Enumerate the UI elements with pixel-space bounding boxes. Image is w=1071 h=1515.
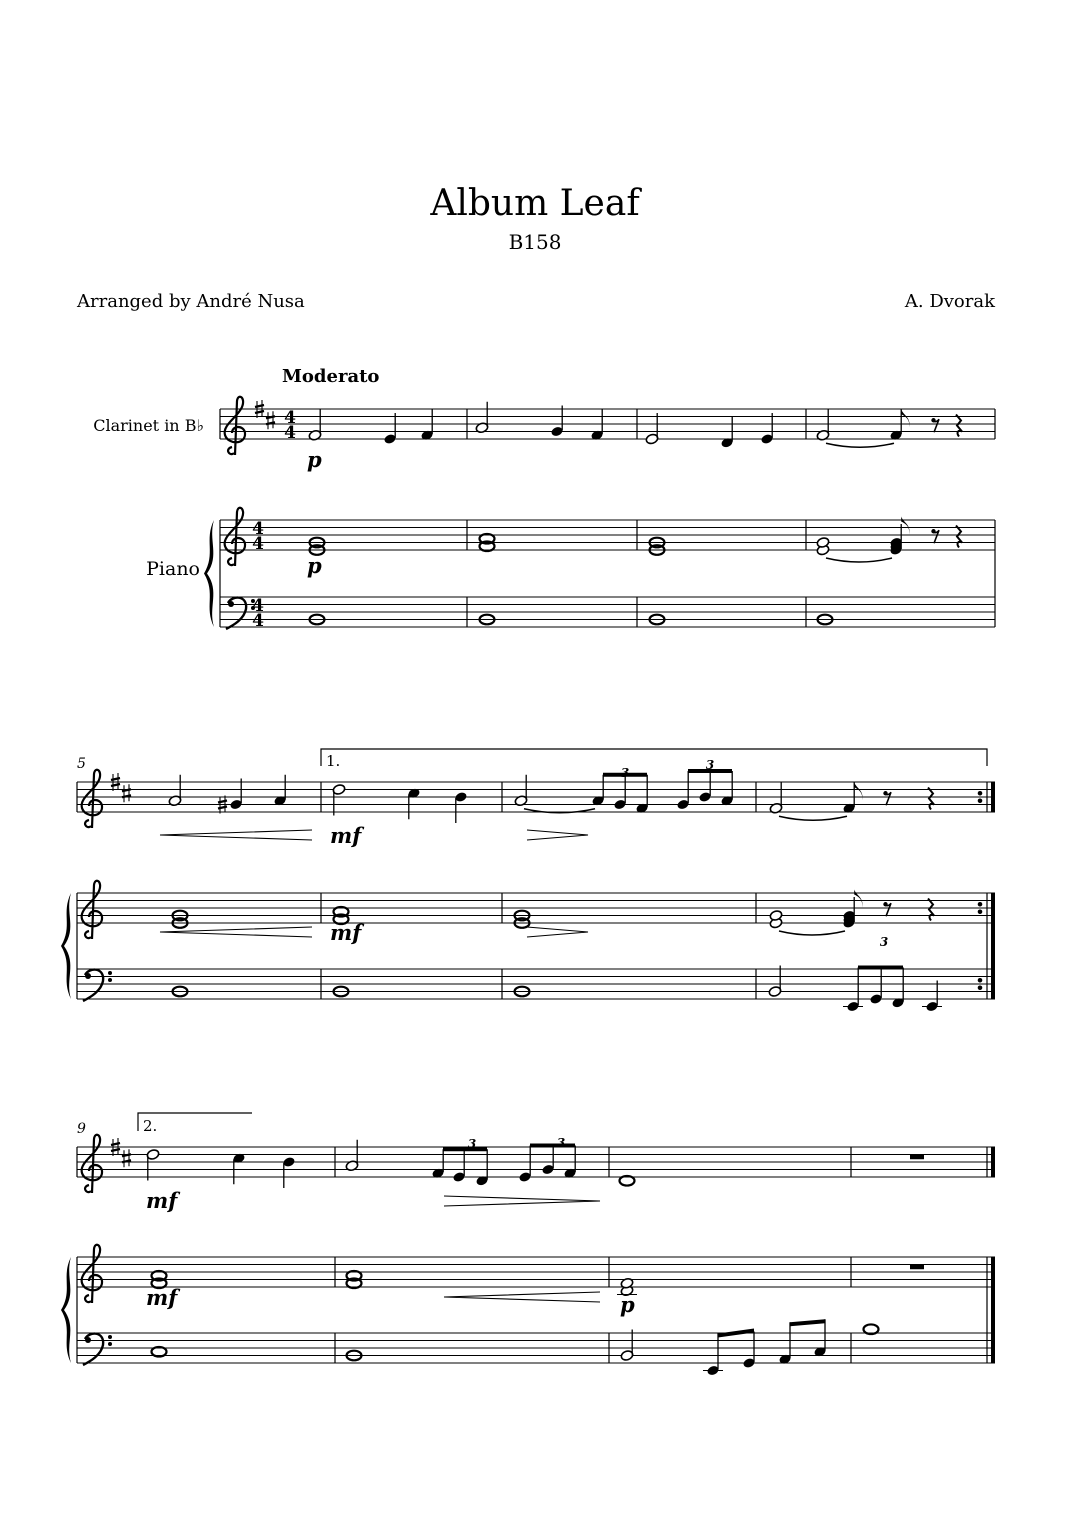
note	[282, 1156, 295, 1188]
repeat-dot-piano-bass	[978, 985, 983, 990]
bass-clef-dot	[228, 601, 234, 607]
sharp-stroke	[255, 405, 264, 407]
piano-brace-3	[61, 1257, 71, 1363]
sharp-stroke	[111, 778, 120, 780]
dynamic-mf-piano-m9: mf	[146, 1285, 178, 1310]
note	[146, 1149, 160, 1181]
tempo-marking: Moderato	[282, 366, 380, 387]
clarinet-staff-2	[77, 782, 995, 812]
piano-treble-clef-2	[82, 881, 102, 939]
clarinet-treble-clef-3	[82, 1135, 102, 1193]
sharp-stroke	[111, 1143, 120, 1145]
whole-rest-clarinet	[910, 1155, 924, 1160]
piano-bass-clef-1	[226, 598, 255, 629]
bass-clef-dot	[85, 973, 91, 979]
eighth-rest-dot	[883, 791, 887, 795]
sharp-stroke	[111, 784, 120, 786]
piano-treble-staff-2	[77, 893, 995, 923]
tuplet-number: 3	[879, 935, 889, 949]
quarter-rest	[956, 526, 962, 548]
treble-clef-shape	[82, 1245, 102, 1303]
note	[229, 779, 242, 811]
eighth-rest-dot	[931, 529, 935, 533]
note	[273, 775, 286, 807]
bass-clef-dot	[108, 971, 112, 975]
note	[842, 782, 855, 814]
note-flag	[901, 517, 909, 535]
arranger-credit: Arranged by André Nusa	[77, 291, 305, 312]
note-flag	[901, 409, 909, 427]
dynamic-p-piano-m11: p	[620, 1292, 635, 1317]
tuplet-number: 3	[620, 766, 630, 780]
crescendo-hairpin-piano-m10	[444, 1292, 600, 1302]
quarter-rest	[928, 899, 934, 921]
note-beam	[530, 1144, 575, 1148]
composer-credit: A. Dvorak	[904, 291, 995, 312]
dynamic-p-clarinet: p	[307, 447, 322, 472]
treble-clef-shape	[82, 881, 102, 939]
volta-second-ending	[138, 1113, 252, 1135]
bass-clef-dot	[108, 978, 112, 982]
quarter-rest	[928, 788, 934, 810]
time-signature-denominator: 4	[284, 423, 296, 443]
eighth-rest-dot	[931, 418, 935, 422]
note	[843, 1001, 863, 1013]
volta-first-ending	[321, 749, 987, 770]
dynamic-mf-m9: mf	[146, 1188, 178, 1213]
tuplet-number: 3	[556, 1136, 566, 1150]
note-beam	[718, 1329, 754, 1338]
treble-clef-shape	[225, 397, 245, 455]
tie	[779, 931, 845, 935]
clarinet-staff-1	[220, 409, 995, 439]
staves	[61, 397, 995, 1365]
dynamic-mf-piano-m6: mf	[330, 920, 362, 945]
notes-layer	[146, 402, 962, 1377]
piano-bass-staff-1	[220, 597, 995, 627]
note	[383, 413, 396, 445]
note	[407, 787, 420, 819]
time-signature-denominator: 4	[252, 611, 264, 631]
dynamic-mf-m6: mf	[330, 823, 362, 848]
key-sharp-c	[122, 1149, 131, 1167]
note	[332, 784, 346, 816]
note	[420, 409, 433, 441]
decrescendo-hairpin-m10	[444, 1196, 600, 1206]
note-beam	[443, 1147, 487, 1151]
clarinet-time-signature	[284, 408, 296, 443]
note	[620, 1330, 634, 1362]
note	[645, 413, 659, 445]
volta-first-label: 1.	[326, 752, 341, 770]
tie	[826, 443, 894, 447]
dynamic-p-piano: p	[307, 553, 322, 578]
note	[475, 402, 489, 434]
note	[768, 966, 782, 998]
crescendo-hairpin-m5	[160, 830, 312, 840]
sharp-stroke	[218, 807, 227, 809]
note	[514, 775, 528, 807]
repeat-dot-piano-bass	[978, 978, 983, 983]
piano-bass-clef-2	[83, 970, 112, 1001]
note	[922, 981, 942, 1013]
piano-bass-clef-3	[83, 1334, 112, 1365]
treble-clef-shape	[225, 508, 245, 566]
tie	[779, 816, 847, 820]
sharp-stroke	[218, 801, 227, 803]
instrument-name-clarinet: Clarinet in B♭	[93, 416, 204, 435]
note	[232, 1152, 245, 1184]
key-sharp-c	[266, 411, 275, 429]
note-flag	[854, 890, 862, 908]
repeat-dot-clarinet	[978, 791, 983, 796]
piano-brace-1	[204, 520, 214, 627]
decrescendo-hairpin-piano-m7	[527, 927, 588, 937]
clarinet-treble-clef-1	[225, 397, 245, 455]
treble-clef-shape	[82, 1135, 102, 1193]
note	[816, 409, 830, 441]
note	[720, 417, 733, 449]
time-signature-numerator: 4	[284, 408, 296, 428]
piano-treble-staff-3	[77, 1257, 995, 1287]
note	[168, 775, 182, 807]
bass-clef-dot	[108, 1342, 112, 1346]
dynamics-layer	[146, 447, 635, 1317]
note	[760, 413, 773, 445]
piano-treble-clef-1	[225, 508, 245, 566]
note	[703, 1365, 723, 1377]
key-sharp-c	[122, 784, 131, 802]
instrument-name-piano: Piano	[146, 558, 200, 580]
note	[308, 409, 322, 441]
note-beam	[858, 966, 903, 970]
quarter-rest	[956, 415, 962, 437]
clarinet-staff-3	[77, 1147, 995, 1177]
repeat-dot-piano-treble	[978, 902, 983, 907]
measure-number-9: 9	[77, 1121, 86, 1137]
decrescendo-hairpin-m7	[527, 830, 588, 840]
bass-clef-dot	[85, 1337, 91, 1343]
note	[454, 791, 467, 823]
repeat-dot-piano-treble	[978, 909, 983, 914]
sharp-stroke	[111, 1149, 120, 1151]
note	[345, 1140, 359, 1172]
time-signature-denominator: 4	[252, 534, 264, 554]
tuplet-number: 3	[467, 1137, 477, 1151]
time-signature-numerator: 4	[252, 596, 264, 616]
piano-brace-2	[61, 893, 71, 999]
bass-clef-dot	[108, 1335, 112, 1339]
note	[769, 782, 783, 814]
note	[889, 409, 902, 441]
piano-treble-time-signature	[252, 519, 264, 554]
tie	[826, 558, 892, 562]
note	[590, 409, 603, 441]
piano-bass-staff-2	[77, 969, 995, 999]
tuplet-number: 3	[705, 758, 715, 772]
piano-treble-clef-3	[82, 1245, 102, 1303]
note-beam	[790, 1319, 825, 1326]
note	[550, 406, 563, 438]
clarinet-treble-clef-2	[82, 770, 102, 828]
whole-rest-piano	[910, 1265, 924, 1270]
measure-number-5: 5	[77, 756, 86, 772]
piano-bass-staff-3	[77, 1333, 995, 1363]
sharp-stroke	[255, 411, 264, 413]
treble-clef-shape	[82, 770, 102, 828]
volta-second-label: 2.	[143, 1117, 158, 1135]
piano-treble-staff-1	[220, 520, 995, 550]
piano-bass-time-signature	[252, 596, 264, 631]
piece-title: Album Leaf	[430, 183, 640, 224]
piece-subtitle: B158	[508, 230, 562, 254]
note-flag	[854, 782, 862, 800]
time-signature-numerator: 4	[252, 519, 264, 539]
repeat-dot-clarinet	[978, 798, 983, 803]
eighth-rest-dot	[883, 902, 887, 906]
